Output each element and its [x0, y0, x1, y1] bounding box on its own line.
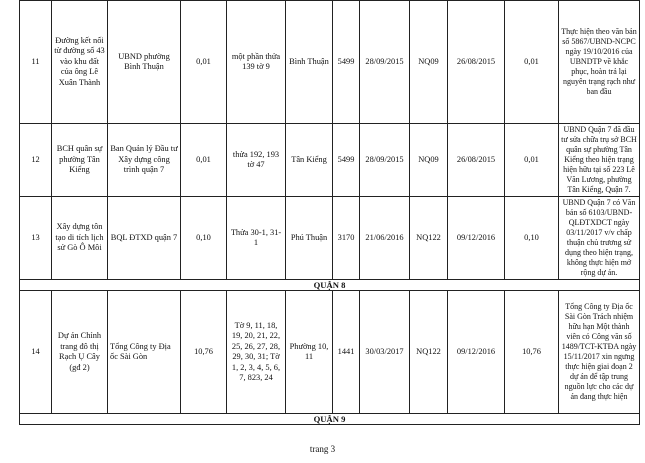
cell-note: Tổng Công ty Địa ốc Sài Gòn Trách nhiệm hữu hạn Một thành viên có Công văn số 1489/TCT-KTĐA ngày 15/11/2017 xin ngưng thực hiện giai đoạn 2 dự án để tập trung nguồn lực cho các dự án đang thực hiện	[559, 291, 640, 414]
cell-res-date: 09/12/2016	[448, 291, 505, 414]
section-heading: QUẬN 9	[20, 414, 640, 425]
section-row-quan-8	[20, 280, 640, 291]
cell-resolution: NQ09	[410, 124, 448, 197]
cell-project-name: Xây dựng tôn tạo di tích lịch sử Gò Ô Môi	[52, 197, 108, 280]
table-row	[20, 1, 640, 124]
cell-ward: Phú Thuận	[286, 197, 333, 280]
cell-unit: Ban Quản lý Đầu tư Xây dựng công trình quận 7	[108, 124, 181, 197]
cell-project-name: BCH quân sự phường Tân Kiểng	[52, 124, 108, 197]
cell-res-date: 26/08/2015	[448, 1, 505, 124]
table-row	[20, 124, 640, 197]
cell-ward: Bình Thuận	[286, 1, 333, 124]
cell-parcel: thửa 192, 193 tờ 47	[227, 124, 286, 197]
land-use-table-sheet	[19, 0, 639, 425]
cell-resolution: NQ122	[410, 291, 448, 414]
cell-stt: 13	[20, 197, 52, 280]
cell-area: 0,10	[181, 197, 227, 280]
cell-doc-date: 21/06/2016	[360, 197, 410, 280]
cell-doc-date: 30/03/2017	[360, 291, 410, 414]
cell-unit: UBND phường Bình Thuận	[108, 1, 181, 124]
section-row-quan-9	[20, 414, 640, 425]
cell-note: UBND Quận 7 có Văn bản số 6103/UBND-QLĐTXDCT ngày 03/11/2017 v/v chấp thuận chủ trương sử dụng theo hiện trạng, không thực hiện mở rộng dự án.	[559, 197, 640, 280]
cell-parcel: một phần thửa 139 tờ 9	[227, 1, 286, 124]
cell-resolution: NQ122	[410, 197, 448, 280]
cell-stt: 12	[20, 124, 52, 197]
cell-doc-date: 28/09/2015	[360, 124, 410, 197]
section-heading: QUẬN 8	[20, 280, 640, 291]
cell-ward: Tân Kiểng	[286, 124, 333, 197]
cell-area2: 0,01	[505, 124, 559, 197]
cell-area2: 0,10	[505, 197, 559, 280]
cell-area: 0,01	[181, 1, 227, 124]
cell-project-name: Dự án Chỉnh trang đô thị Rạch Ụ Cây (gđ 2)	[52, 291, 108, 414]
cell-parcel: Tờ 9, 11, 18, 19, 20, 21, 22, 25, 26, 27, 28, 29, 30, 31; Tờ 1, 2, 3, 4, 5, 6, 7, 823, 24	[227, 291, 286, 414]
cell-unit: BQL ĐTXD quận 7	[108, 197, 181, 280]
cell-stt: 11	[20, 1, 52, 124]
cell-area2: 0,01	[505, 1, 559, 124]
table-row	[20, 197, 640, 280]
project-table	[19, 0, 640, 425]
cell-area: 0,01	[181, 124, 227, 197]
cell-doc-no: 5499	[333, 124, 360, 197]
cell-res-date: 09/12/2016	[448, 197, 505, 280]
cell-res-date: 26/08/2015	[448, 124, 505, 197]
cell-resolution: NQ09	[410, 1, 448, 124]
cell-doc-no: 3170	[333, 197, 360, 280]
cell-project-name: Đường kết nối từ đường số 43 vào khu đất của ông Lê Xuân Thành	[52, 1, 108, 124]
cell-area2: 10,76	[505, 291, 559, 414]
cell-doc-date: 28/09/2015	[360, 1, 410, 124]
table-row	[20, 291, 640, 414]
cell-doc-no: 1441	[333, 291, 360, 414]
page-number: trang 3	[309, 444, 336, 454]
cell-stt: 14	[20, 291, 52, 414]
cell-ward: Phường 10, 11	[286, 291, 333, 414]
cell-doc-no: 5499	[333, 1, 360, 124]
cell-parcel: Thửa 30-1, 31-1	[227, 197, 286, 280]
cell-note: Thực hiện theo văn bản số 5867/UBND-NCPC ngày 19/10/2016 của UBNDTP về khắc phục, hoàn trả lại nguyên trạng rạch như ban đầu	[559, 1, 640, 124]
cell-area: 10,76	[181, 291, 227, 414]
cell-unit: Tổng Công ty Địa ốc Sài Gòn	[108, 291, 181, 414]
cell-note: UBND Quận 7 đã đầu tư sửa chữa trụ sở BCH quân sự phường Tân Kiểng theo hiện trạng hiện hữu tại số 223 Lê Văn Lương, phường Tân Kiểng, Quận 7.	[559, 124, 640, 197]
